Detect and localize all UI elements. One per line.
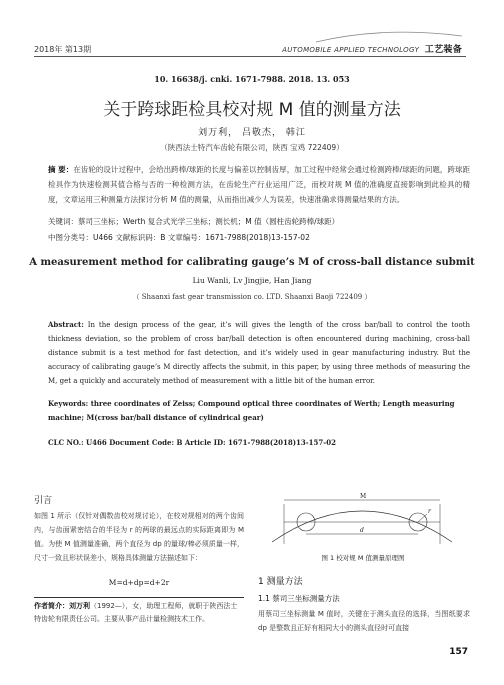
keywords-en: Keywords: three coordinates of Zeiss; Compound optical three coordinates of Werth; Length measuring machine; M(cross bar/ball distance of cylindrical gear)	[48, 399, 455, 422]
journal-name-en: AUTOMOBILE APPLIED TECHNOLOGY	[282, 46, 420, 54]
section-1-heading: 1 测量方法	[258, 577, 303, 587]
clc-en: CLC NO.: U466 Document Code: B Article ID: 1671-7988(2018)13-157-02	[48, 438, 336, 447]
authors-cn: 刘万利， 吕敬杰， 韩江	[198, 128, 306, 138]
author-note-text: （1992—），女，助理工程师，就职于陕西法士特齿轮有限责任公司。主要从事产品计量检测技术工作。	[34, 602, 238, 623]
header-divider	[34, 56, 466, 57]
page-number: 157	[449, 647, 468, 657]
r-leader-line	[418, 514, 427, 522]
authors-en: Liu Wanli, Lv Jingjie, Han Jiang	[192, 276, 312, 285]
figure-caption: 图 1 校对规 M 值测量原理图	[321, 554, 405, 562]
clc-cn: 中图分类号：U466 文献标识码：B 文章编号：1671-7988(2018)13-157-02	[48, 233, 310, 242]
issue-label: 2018年 第13期	[34, 45, 92, 54]
keywords-cn: 关键词：蔡司三坐标；Werth 复合式光学三坐标；测长机；M 值（圆柱齿轮跨棒/球距）	[48, 217, 340, 226]
affiliation-cn: （陕西法士特汽车齿轮有限公司，陕西 宝鸡 722409）	[160, 143, 344, 152]
abstract-en-label: Abstract:	[48, 320, 84, 329]
figure-1-diagram	[262, 492, 462, 550]
author-note	[34, 600, 244, 626]
paper-title-en: A measurement method for calibrating gauge’s M of cross-ball distance submit	[29, 257, 475, 268]
abstract-cn	[48, 162, 470, 207]
intro-body: 如图 1 所示（仅针对偶数齿校对规讨论），在校对规相对的两个齿间内，与齿面紧密结合的半径为 r 的两球的最远点的实际距离即为 M 值。为使 M 值测量准确，两个直径为 dp 的量球/棒必须质量一样，尺寸一致且形状误差小，规格具体测量方法描述如下：	[34, 512, 244, 562]
journal-section: 工艺装备	[424, 45, 462, 55]
author-note-label: 作者简介：刘万利	[34, 602, 90, 610]
footnote-divider	[34, 597, 244, 598]
section-1-1-body: 用蔡司三坐标测量 M 值时，关键在于测头直径的选择，当图纸要求 dp 是整数且正好有相同大小的测头直径时可直接	[258, 610, 470, 632]
abstract-cn-text: 在齿轮的设计过程中，会给出跨棒/球距的长度与偏差以控制齿厚，加工过程中经常会通过检测跨棒/球距的问题，跨球距检具作为快速检测其值合格与否的一种检测方法，在齿轮生产行业运用广泛，而校对规 M 值的准确度直接影响到此检具的精度，文章运用三种测量方法探讨分析 M 值的测量，从而指出减少人为误差，快速准确求得测量结果的方法。	[48, 165, 470, 204]
abstract-cn-label: 摘 要：	[48, 165, 74, 174]
abstract-en	[48, 318, 470, 388]
fig-label-d: d	[360, 527, 364, 534]
affiliation-en: （ Shaanxi fast gear transmission co. LTD. Shaanxi Baoji 722409 ）	[132, 293, 372, 301]
intro-heading: 引言	[34, 496, 53, 506]
abstract-en-text: In the design process of the gear, it’s will gives the length of the cross bar/ball to control the tooth thickness deviation, so the problem of cross bar/ball detection is often encountered during machining, cross-ball distance submit is a test method for fast detection, and it’s widely used in gear manufacturing industry. But the accuracy of calibrating gauge’s M directly affects the submit, in this paper, by using three methods of measuring the M, get a quickly and accurately method of measurement with a little bit of the human error.	[48, 321, 470, 385]
doi: 10. 16638/j. cnki. 1671-7988. 2018. 13. 053	[154, 74, 350, 84]
fig-label-r: r	[428, 508, 431, 515]
paper-title-cn: 关于跨球距检具校对规 M 值的测量方法	[103, 100, 401, 120]
section-1-1-heading: 1.1 蔡司三坐标测量方法	[258, 594, 340, 603]
journal-name	[282, 42, 462, 55]
fig-label-m: M	[360, 493, 367, 500]
formula: M=d+dp=d+2r	[108, 578, 170, 587]
